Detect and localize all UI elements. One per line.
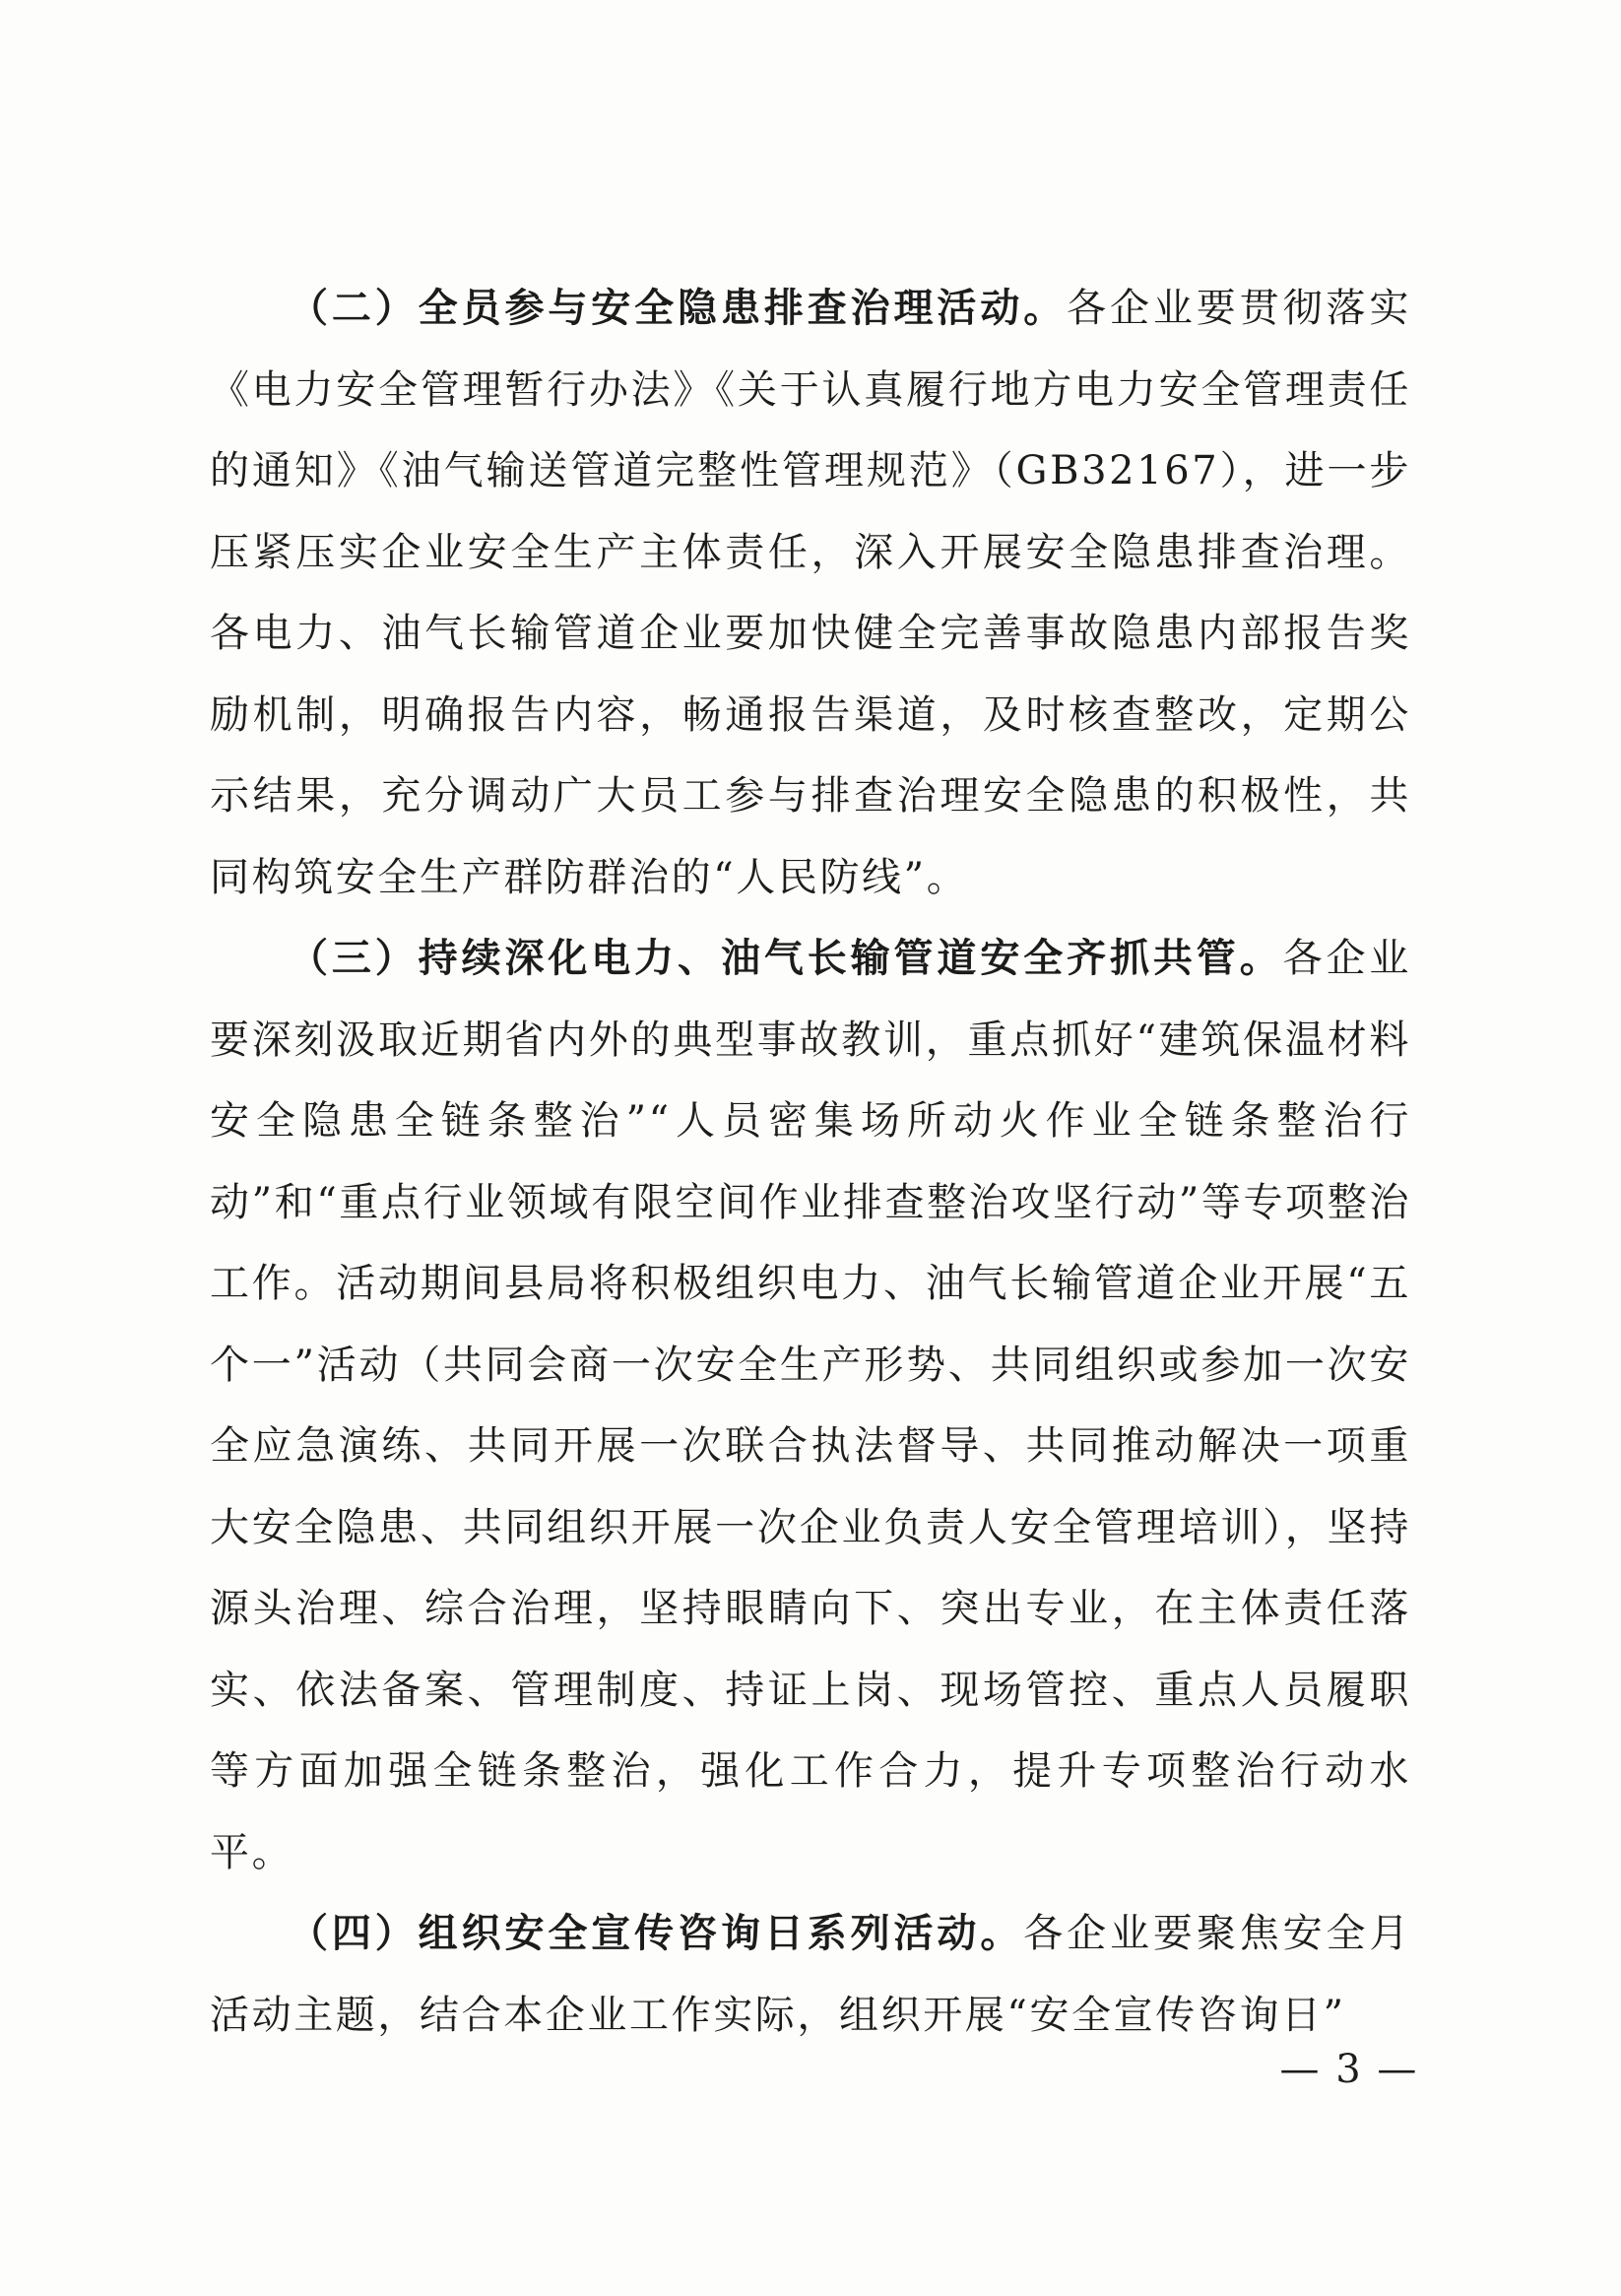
- paragraph-4-body: 各企业要聚焦安全月活动主题，结合本企业工作实际，组织开展“安全宣传咨询日”: [210, 1911, 1411, 2038]
- paragraph-3-body: 各企业要深刻汲取近期省内外的典型事故教训，重点抓好“建筑保温材料安全隐患全链条整治”“人员密集场所动火作业全链条整治行动”和“重点行业领域有限空间作业排查整治攻坚行动”等专项整治工作。活动期间县局将积极组织电力、油气长输管道企业开展“五个一”活动（共同会商一次安全生产形势、共同组织或参加一次安全应急演练、共同开展一次联合执法督导、共同推动解决一项重大安全隐患、共同组织开展一次企业负责人安全管理培训），坚持源头治理、综合治理，坚持眼睛向下、突出专业，在主体责任落实、依法备案、管理制度、持证上岗、现场管控、重点人员履职等方面加强全链条整治，强化工作合力，提升专项整治行动水平。: [210, 936, 1411, 1875]
- paragraph-2-heading: （二）全员参与安全隐患排查治理活动。: [289, 286, 1068, 331]
- paragraph-2-body: 各企业要贯彻落实《电力安全管理暂行办法》《关于认真履行地方电力安全管理责任的通知》《油气输送管道完整性管理规范》（GB32167），进一步压紧压实企业安全生产主体责任，深入开展安全隐患排查治理。各电力、油气长输管道企业要加快健全完善事故隐患内部报告奖励机制，明确报告内容，畅通报告渠道，及时核查整改，定期公示结果，充分调动广大员工参与排查治理安全隐患的积极性，共同构筑安全生产群防群治的“人民防线”。: [210, 286, 1411, 900]
- document-body: [210, 268, 1411, 2056]
- paragraph-4: [210, 1893, 1411, 2056]
- paragraph-4-heading: （四）组织安全宣传咨询日系列活动。: [289, 1911, 1024, 1956]
- paragraph-3-heading: （三）持续深化电力、油气长输管道安全齐抓共管。: [289, 936, 1283, 981]
- page-number: — 3 —: [1279, 2047, 1419, 2092]
- paragraph-2: [210, 268, 1411, 918]
- paragraph-3: [210, 918, 1411, 1893]
